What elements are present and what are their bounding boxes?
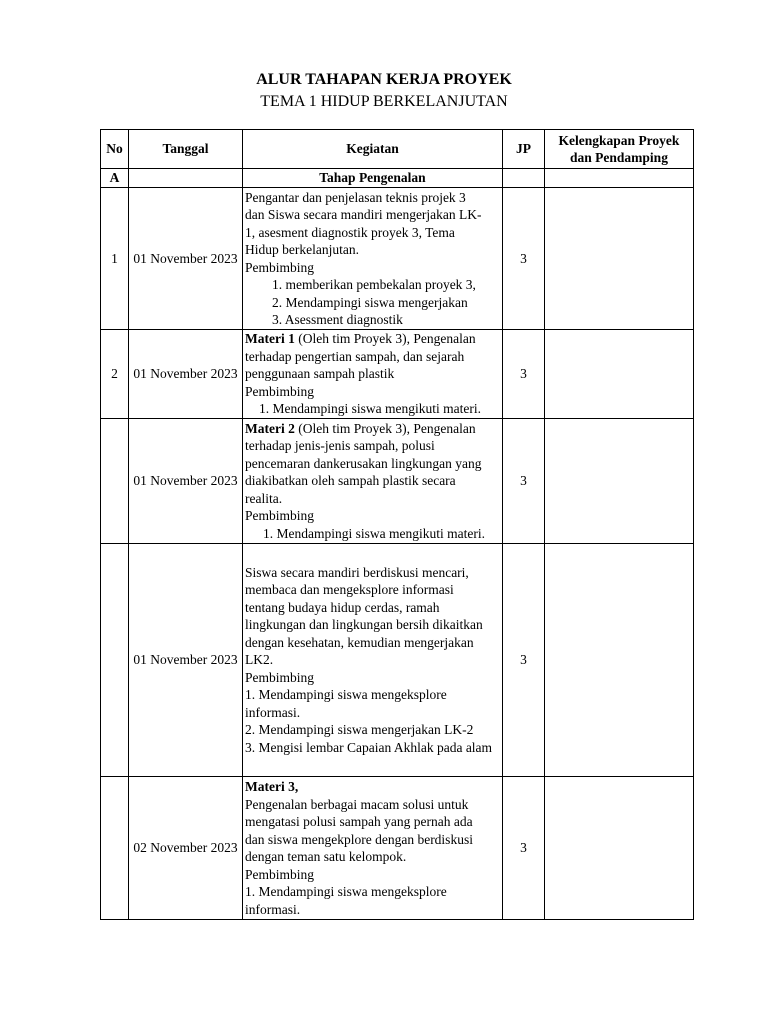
row-kegiatan	[243, 188, 503, 330]
section-empty-kelengkapan	[545, 169, 694, 188]
kegiatan-line: dengan teman satu kelompok.	[245, 849, 407, 864]
row-kegiatan	[243, 544, 503, 777]
kegiatan-line	[245, 330, 500, 348]
row-jp: 3	[503, 188, 545, 330]
kegiatan-bold-label: Materi 1	[245, 331, 295, 347]
kegiatan-line: Hidup berkelanjutan.	[245, 242, 359, 257]
kegiatan-bold-label: Materi 2	[245, 420, 295, 436]
header-kelengkapan-line2: dan Pendamping	[570, 150, 668, 165]
kegiatan-list-item: informasi.	[245, 704, 301, 720]
row-no	[101, 777, 129, 920]
row-tanggal: 01 November 2023	[129, 419, 243, 544]
header-kegiatan: Kegiatan	[243, 130, 503, 169]
row-no: 2	[101, 330, 129, 419]
kegiatan-line: dan Siswa secara mandiri mengerjakan LK-	[245, 207, 482, 222]
header-kelengkapan	[545, 130, 694, 169]
kegiatan-line-rest: (Oleh tim Proyek 3), Pengenalan	[294, 331, 476, 347]
section-label: Tahap Pengenalan	[243, 169, 503, 188]
kegiatan-line: membaca dan mengeksplore informasi	[245, 582, 454, 598]
kegiatan-line: Pengantar dan penjelasan teknis projek 3	[245, 189, 466, 205]
kegiatan-line: terhadap jenis-jenis sampah, polusi	[245, 438, 435, 454]
kegiatan-line: terhadap pengertian sampah, dan sejarah	[245, 348, 465, 364]
header-no: No	[101, 130, 129, 169]
kegiatan-line: Pembimbing	[245, 383, 315, 399]
row-no	[101, 419, 129, 544]
row-tanggal: 01 November 2023	[129, 330, 243, 419]
kegiatan-list-item: informasi.	[245, 901, 301, 917]
row-kelengkapan	[545, 544, 694, 777]
row-no: 1	[101, 188, 129, 330]
table-header-row	[101, 130, 694, 169]
row-jp: 3	[503, 544, 545, 777]
kegiatan-list-item: 1. Mendampingi siswa mengikuti materi.	[263, 525, 485, 541]
row-kelengkapan	[545, 777, 694, 920]
row-jp: 3	[503, 419, 545, 544]
section-no: A	[101, 169, 129, 188]
row-kelengkapan	[545, 419, 694, 544]
kegiatan-list-item: 2. Mendampingi siswa mengerjakan LK-2	[245, 722, 474, 738]
header-kelengkapan-line1: Kelengkapan Proyek	[558, 132, 680, 148]
row-kegiatan	[243, 419, 503, 544]
kegiatan-list-item: 1. Mendampingi siswa mengikuti materi.	[259, 401, 481, 417]
kegiatan-list-item: 2. Mendampingi siswa mengerjakan	[272, 294, 468, 310]
kegiatan-line: tentang budaya hidup cerdas, ramah	[245, 599, 440, 615]
row-no	[101, 544, 129, 777]
kegiatan-list-item: 3. Mengisi lembar Capaian Akhlak pada alam	[245, 739, 493, 755]
section-row	[101, 169, 694, 188]
kegiatan-line: Siswa secara mandiri berdiskusi mencari,	[245, 564, 469, 580]
kegiatan-line-rest: (Oleh tim Proyek 3), Pengenalan	[294, 420, 476, 436]
kegiatan-line	[245, 420, 500, 438]
activity-table	[100, 129, 694, 920]
document-header	[0, 70, 768, 112]
row-jp: 3	[503, 777, 545, 920]
kegiatan-line: Pembimbing	[245, 866, 315, 882]
kegiatan-line: mengatasi polusi sampah yang pernah ada	[245, 814, 473, 829]
kegiatan-line: 1, asesment diagnostik proyek 3, Tema	[245, 224, 455, 240]
row-tanggal: 01 November 2023	[129, 544, 243, 777]
row-kelengkapan	[545, 330, 694, 419]
table-row	[101, 419, 694, 544]
section-empty-tanggal	[129, 169, 243, 188]
row-tanggal: 01 November 2023	[129, 188, 243, 330]
kegiatan-line: Pembimbing	[245, 508, 315, 524]
kegiatan-list-item: 1. Mendampingi siswa mengeksplore	[245, 884, 447, 899]
kegiatan-line: dengan kesehatan, kemudian mengerjakan	[245, 634, 474, 650]
table-row	[101, 544, 694, 777]
kegiatan-line: diakibatkan oleh sampah plastik secara	[245, 473, 456, 489]
document-title: ALUR TAHAPAN KERJA PROYEK	[256, 71, 512, 88]
section-empty-jp	[503, 169, 545, 188]
kegiatan-bold-label: Materi 3,	[245, 779, 299, 794]
header-tanggal: Tanggal	[129, 130, 243, 169]
row-tanggal: 02 November 2023	[129, 777, 243, 920]
table-row	[101, 777, 694, 920]
table-row	[101, 330, 694, 419]
kegiatan-line: realita.	[245, 490, 283, 506]
row-kelengkapan	[545, 188, 694, 330]
kegiatan-line: Pengenalan berbagai macam solusi untuk	[245, 796, 469, 812]
kegiatan-list-item: 1. Mendampingi siswa mengeksplore	[245, 687, 447, 703]
kegiatan-list-item: 3. Asessment diagnostik	[272, 312, 403, 327]
row-kegiatan	[243, 330, 503, 419]
kegiatan-line: Pembimbing	[245, 259, 315, 275]
kegiatan-line: pencemaran dankerusakan lingkungan yang	[245, 455, 482, 471]
kegiatan-line: LK2.	[245, 652, 274, 668]
kegiatan-line: lingkungan dan lingkungan bersih dikaitkan	[245, 617, 483, 633]
row-kegiatan	[243, 777, 503, 920]
row-jp: 3	[503, 330, 545, 419]
kegiatan-list-item: 1. memberikan pembekalan proyek 3,	[272, 277, 476, 292]
header-jp: JP	[503, 130, 545, 169]
kegiatan-line: Pembimbing	[245, 669, 315, 685]
document-subtitle: TEMA 1 HIDUP BERKELANJUTAN	[260, 93, 508, 110]
table-row	[101, 188, 694, 330]
kegiatan-line: penggunaan sampah plastik	[245, 366, 395, 382]
kegiatan-line: dan siswa mengekplore dengan berdiskusi	[245, 831, 473, 847]
